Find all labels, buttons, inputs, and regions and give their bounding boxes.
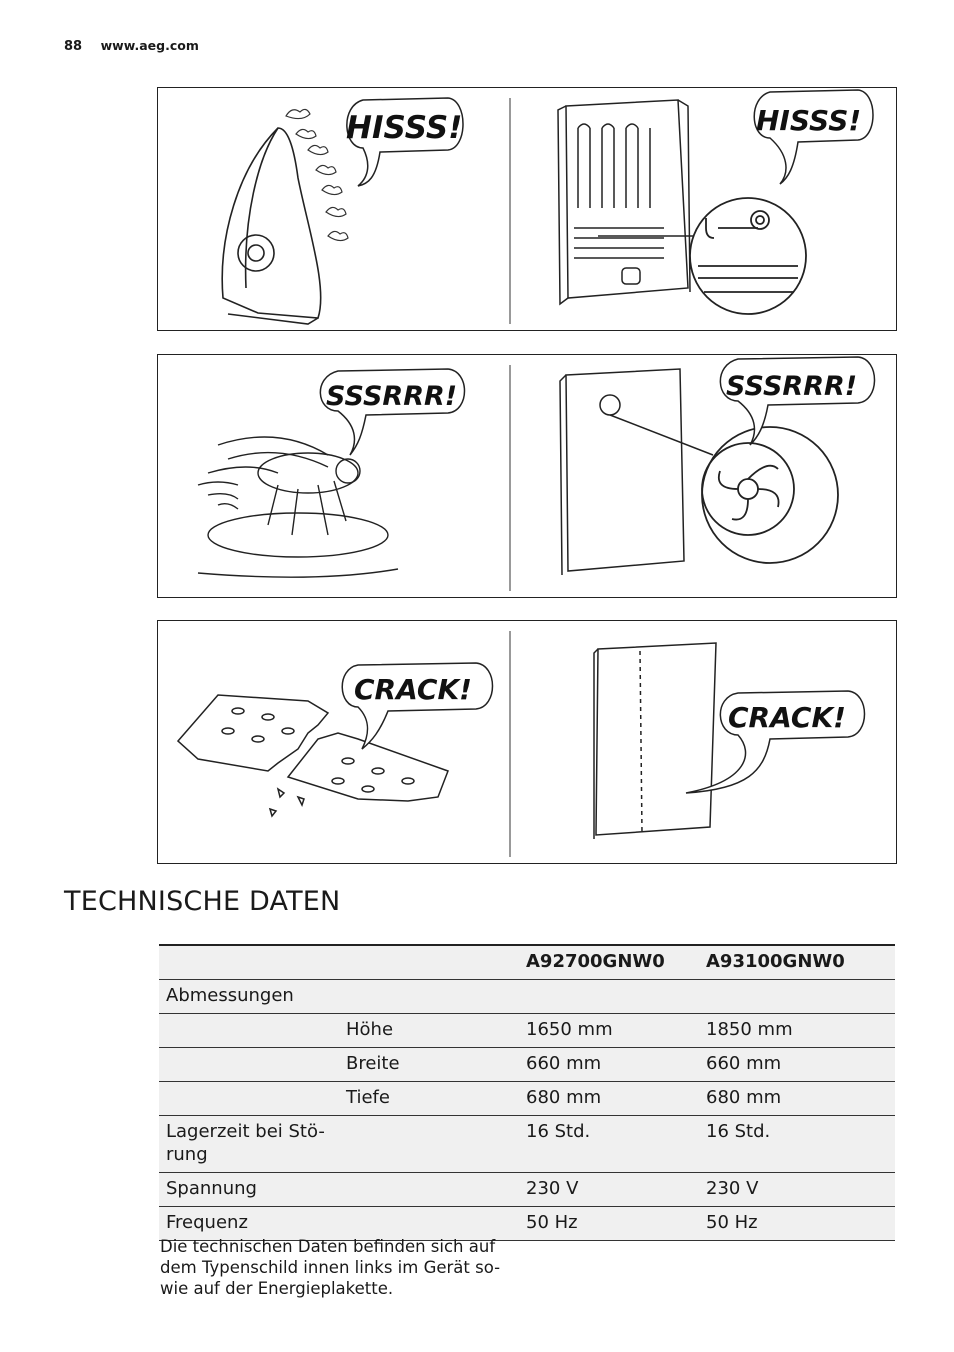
crack-illustration (158, 621, 898, 865)
table-cell: 680 mm (706, 1087, 782, 1108)
table-cell: 660 mm (706, 1053, 782, 1074)
table-header-cell (159, 945, 339, 980)
table-cell (159, 1048, 339, 1082)
table-cell (159, 1014, 339, 1048)
table-cell: 1850 mm (706, 1019, 793, 1040)
table-cell: 1650 mm (526, 1019, 613, 1040)
table-row (159, 1116, 895, 1173)
tech-data-table (159, 944, 895, 1241)
table-row (159, 1048, 895, 1082)
illustration-panel-crack (157, 620, 897, 864)
table-header-cell: A92700GNW0 (526, 951, 665, 972)
table-cell (339, 1173, 519, 1207)
footnote: Die technischen Daten befinden sich auf dem Typenschild innen links im Gerät so-wie auf der Energieplakette. (160, 1237, 501, 1298)
table-cell: 230 V (526, 1178, 579, 1199)
illustration-panel-buzz (157, 354, 897, 598)
buzz-left-label: SSSRRR! (326, 381, 458, 412)
fan-zoom-circle (702, 427, 838, 563)
crack-right-label: CRACK! (728, 701, 846, 734)
table-header-cell: A93100GNW0 (706, 951, 845, 972)
table-row (159, 1173, 895, 1207)
table-cell: 50 Hz (706, 1212, 758, 1233)
illustration-panel-hiss (157, 87, 897, 331)
crack-bubble-left (342, 663, 492, 749)
hiss-bubble-right (754, 90, 873, 184)
table-cell: 230 V (706, 1178, 759, 1199)
table-cell (339, 980, 519, 1014)
fly-drawing (198, 437, 398, 577)
table-cell: 16 Std. (526, 1121, 591, 1142)
table-cell (159, 1082, 339, 1116)
fridge-crack-drawing (594, 643, 716, 839)
table-cell: 660 mm (526, 1053, 602, 1074)
ice-pieces-drawing (178, 695, 448, 816)
table-cell: Höhe (346, 1019, 394, 1040)
table-cell: Breite (346, 1053, 400, 1074)
table-header-row (159, 945, 895, 980)
table-cell: Spannung (166, 1178, 257, 1199)
table-row (159, 1014, 895, 1048)
table-cell: Tiefe (346, 1087, 390, 1108)
table-cell: Frequenz (166, 1212, 248, 1233)
table-cell: 50 Hz (526, 1212, 578, 1233)
table-row (159, 980, 895, 1014)
hiss-bubble-left (346, 98, 463, 186)
zoom-circle (690, 198, 806, 314)
fridge-fan-drawing (560, 369, 713, 575)
section-title: TECHNISCHE DATEN (64, 886, 341, 917)
hiss-left-label: HISSS! (346, 110, 463, 146)
buzz-illustration (158, 355, 898, 599)
table-row (159, 1082, 895, 1116)
iron-drawing (222, 128, 320, 324)
header-url: www.aeg.com (100, 38, 199, 53)
hiss-illustration (158, 88, 898, 332)
page-header (64, 38, 199, 54)
table-cell (699, 980, 895, 1014)
table-cell: Abmessungen (166, 985, 294, 1006)
table-cell: 680 mm (526, 1087, 602, 1108)
table-header-cell (339, 945, 519, 980)
table-cell (339, 1116, 519, 1173)
table-cell: Lagerzeit bei Stö- rung (166, 1121, 325, 1165)
hiss-right-label: HISSS! (756, 104, 862, 137)
table-cell (519, 980, 699, 1014)
crack-left-label: CRACK! (354, 673, 472, 706)
page-number: 88 (64, 39, 83, 54)
buzz-bubble-left (320, 369, 464, 455)
table-cell: 16 Std. (706, 1121, 771, 1142)
buzz-right-label: SSSRRR! (726, 371, 858, 402)
